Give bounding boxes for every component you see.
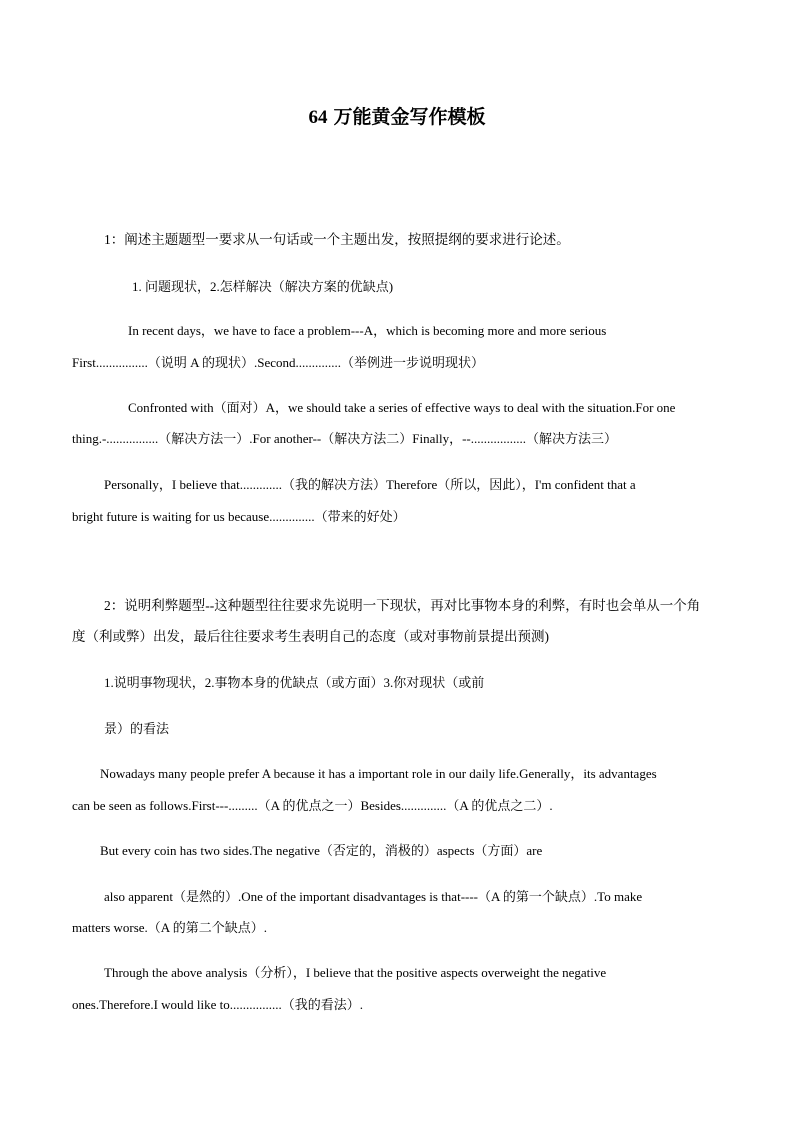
section1-line-6: bright future is waiting for us because..............（带来的好处） xyxy=(72,509,406,524)
section2-outline-line-2: 景）的看法 xyxy=(104,721,170,736)
section2-line-6: Through the above analysis（分析），I believe that the positive aspects overweight the negative xyxy=(104,965,607,980)
section2-line-2: can be seen as follows.First---.........（A 的优点之一）Besides..............（A 的优点之二）. xyxy=(72,798,553,813)
title-text: 万能黄金写作模板 xyxy=(333,107,486,128)
section1-heading: 1：阐述主题题型一要求从一句话或一个主题出发，按照提纲的要求进行论述。 xyxy=(104,232,570,247)
section1-line-1: In recent days，we have to face a problem---A，which is becoming more and more serious xyxy=(128,323,607,338)
section1-line-5: Personally，I believe that.............（我的解决方法）Therefore（所以，因此），I'm confident that a xyxy=(104,477,636,492)
section1-line-3: Confronted with（面对）A，we should take a series of effective ways to deal with the situation.For one xyxy=(128,400,676,415)
section2-line-4: also apparent（是然的）.One of the important disadvantages is that----（A 的第一个缺点）.To make xyxy=(104,889,643,904)
section2-heading-line-2: 度（利或弊）出发，最后往往要求考生表明自己的态度（或对事物前景提出预测) xyxy=(72,629,549,644)
page-title xyxy=(0,106,794,130)
section2-outline-line-1: 1.说明事物现状，2.事物本身的优缺点（或方面）3.你对现状（或前 xyxy=(104,675,485,690)
section1-line-2: First................（说明 A 的现状）.Second..............（举例进一步说明现状） xyxy=(72,355,485,370)
section2-line-7: ones.Therefore.I would like to................（我的看法）. xyxy=(72,997,364,1012)
section2-line-3: But every coin has two sides.The negative（否定的，消极的）aspects（方面）are xyxy=(100,843,543,858)
section1-line-4: thing.-................（解决方法一）.For another--（解决方法二）Finally，--.................（解决方法三） xyxy=(72,431,617,446)
section2-line-1: Nowadays many people prefer A because it has a important role in our daily life.Generally，its advantages xyxy=(100,766,657,781)
section1-outline: 1. 问题现状，2.怎样解决（解决方案的优缺点) xyxy=(132,279,394,294)
section2-line-5: matters worse.（A 的第二个缺点）. xyxy=(72,920,267,935)
section2-heading-line-1: 2：说明利弊题型--这种题型往往要求先说明一下现状，再对比事物本身的利弊，有时也会单从一个角 xyxy=(104,598,701,613)
title-number: 64 xyxy=(308,107,328,128)
